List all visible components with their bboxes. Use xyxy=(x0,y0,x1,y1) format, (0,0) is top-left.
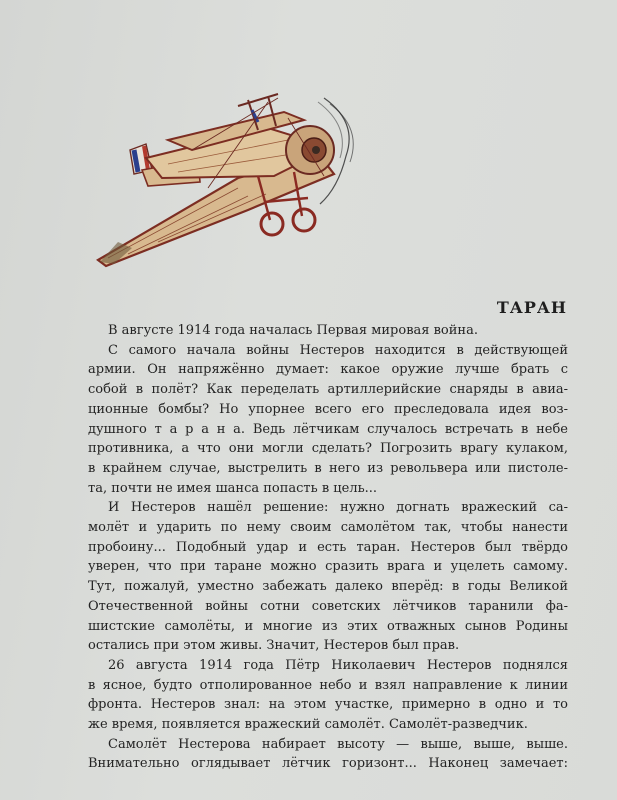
text-line: уверен, что при таране можно сразить врага и уцелеть самому. xyxy=(88,559,568,575)
text-line: фронта. Нестеров знал: на этом участке, примерно в одно и то xyxy=(88,697,568,713)
text-line: в ясное, будто отполированное небо и взял направление к линии xyxy=(88,677,568,693)
paragraph xyxy=(88,498,568,656)
text-line: собой в полёт? Как переделать артиллерийские снаряды в авиа- xyxy=(88,382,568,398)
text-line: ционные бомбы? Но упорнее всего его преследовала идея воз- xyxy=(88,401,568,417)
text-line: С самого начала войны Нестеров находится в действующей xyxy=(108,342,568,358)
paragraph xyxy=(88,656,568,735)
text-line: молёт и ударить по нему своим самолётом так, чтобы нанести xyxy=(88,520,568,536)
text-line: В августе 1914 года началась Первая мировая война. xyxy=(108,323,478,338)
text-line: противника, а что они могли сделать? Погрозить врагу кулаком, xyxy=(88,441,568,457)
wheel-right xyxy=(293,209,315,231)
paragraph xyxy=(88,321,568,341)
text-line: душного т а р а н а. Ведь лётчикам случалось встречать в небе xyxy=(88,421,568,437)
chapter-heading: ТАРАН xyxy=(496,298,567,317)
text-line: в крайнем случае, выстрелить в него из револьвера или пистоле- xyxy=(88,460,568,476)
paragraph xyxy=(88,735,568,774)
text-line: Самолёт Нестерова набирает высоту — выше, выше, выше. xyxy=(108,736,568,752)
paragraph xyxy=(88,341,568,499)
text-line: остались при этом живы. Значит, Нестеров был прав. xyxy=(88,638,460,654)
text-line: 26 августа 1914 года Пётр Николаевич Нестеров поднялся xyxy=(108,657,568,673)
text-line: Тут, пожалуй, уместно забежать далеко вперёд: в годы Великой xyxy=(88,579,568,595)
text-line: И Нестеров нашёл решение: нужно догнать вражеский са- xyxy=(108,500,568,516)
text-line: Внимательно оглядывает лётчик горизонт... Наконец замечает: xyxy=(88,756,568,772)
body-text xyxy=(88,321,568,774)
text-line: же время, появляется вражеский самолёт. Самолёт-разведчик. xyxy=(88,717,528,733)
wheel-left xyxy=(261,213,283,235)
text-line: пробоину... Подобный удар и есть таран. Нестеров был твёрдо xyxy=(88,539,568,555)
text-line: шистские самолёты, и многие из этих отважных сынов Родины xyxy=(88,618,568,634)
text-line: армии. Он напряжённо думает: какое оружие лучше брать с xyxy=(88,362,568,378)
biplane-illustration xyxy=(88,92,370,268)
text-line: та, почти не имея шанса попасть в цель... xyxy=(88,480,378,496)
text-line: Отечественной войны сотни советских лётчиков таранили фа- xyxy=(88,598,568,614)
